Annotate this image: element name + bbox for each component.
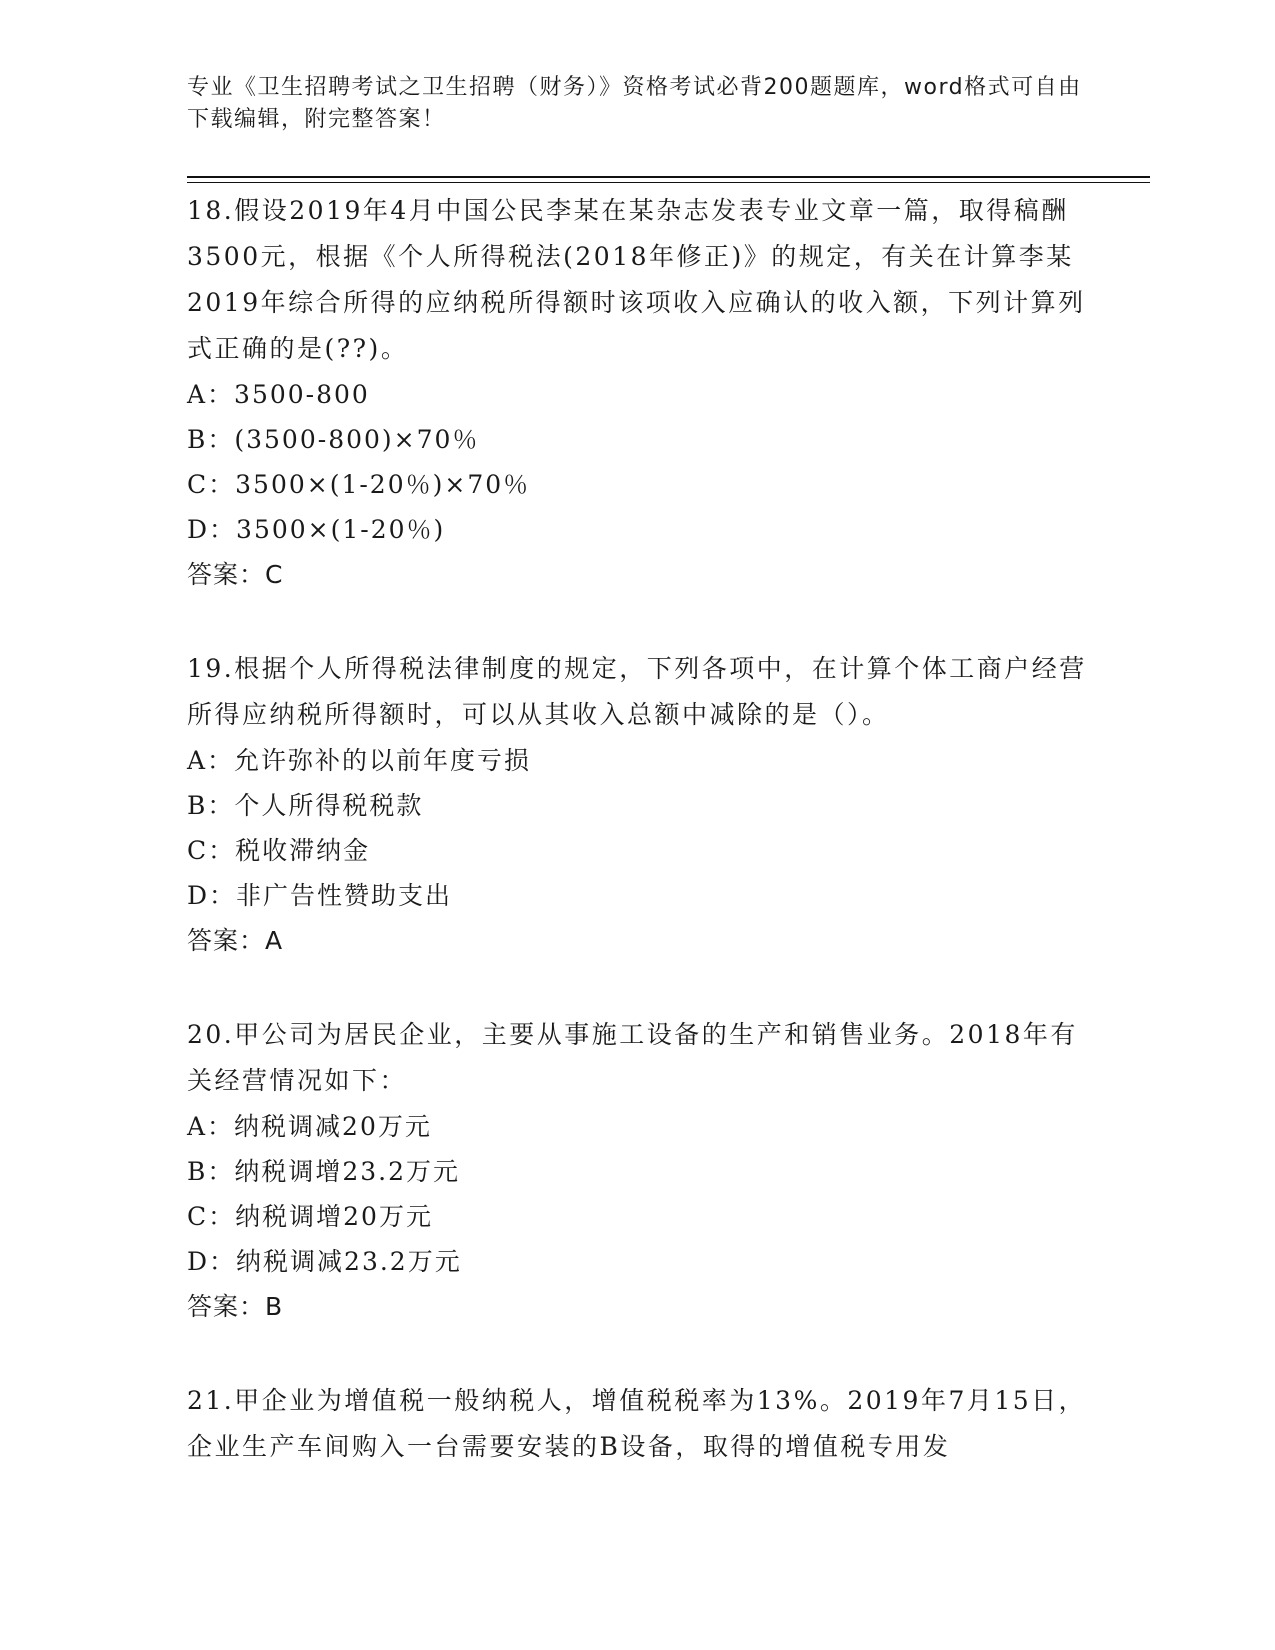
option-c: C：税收滞纳金	[187, 836, 371, 865]
question-20	[187, 1012, 1087, 1330]
option-d: D：纳税调减23.2万元	[187, 1247, 462, 1276]
option-d: D：非广告性赞助支出	[187, 881, 453, 910]
option-d: D：3500×(1-20％)	[187, 515, 446, 544]
option-a: A：3500-800	[187, 380, 370, 409]
header-divider-thick	[187, 176, 1150, 178]
option-b: B：个人所得税税款	[187, 791, 424, 820]
header-divider-thin	[187, 182, 1150, 183]
question-stem: 21.甲企业为增值税一般纳税人，增值税税率为13%。2019年7月15日，企业生产车间购入一台需要安装的B设备，取得的增值税专用发	[187, 1386, 1087, 1461]
question-list	[187, 188, 1087, 1518]
option-a: A：允许弥补的以前年度亏损	[187, 746, 532, 775]
option-list	[187, 372, 1087, 552]
option-b: B：(3500-800)×70％	[187, 425, 480, 454]
document-header	[187, 72, 1087, 136]
answer-line: 答案：C	[187, 560, 284, 589]
header-text: 专业《卫生招聘考试之卫生招聘（财务）》资格考试必背200题题库，word格式可自由下载编辑，附完整答案！	[187, 75, 1082, 132]
question-21	[187, 1378, 1087, 1470]
option-list	[187, 1104, 1087, 1284]
option-list	[187, 738, 1087, 918]
question-19	[187, 646, 1087, 964]
option-b: B：纳税调增23.2万元	[187, 1157, 461, 1186]
option-a: A：纳税调减20万元	[187, 1112, 432, 1141]
answer-line: 答案：A	[187, 926, 284, 955]
option-c: C：3500×(1-20％)×70％	[187, 470, 531, 499]
question-18	[187, 188, 1087, 598]
question-stem: 18.假设2019年4月中国公民李某在某杂志发表专业文章一篇，取得稿酬3500元，根据《个人所得税法(2018年修正)》的规定，有关在计算李某2019年综合所得的应纳税所得额时该项收入应确认的收入额，下列计算列式正确的是(??)。	[187, 196, 1086, 363]
answer-line: 答案：B	[187, 1292, 284, 1321]
option-c: C：纳税调增20万元	[187, 1202, 433, 1231]
question-stem: 19.根据个人所得税法律制度的规定，下列各项中，在计算个体工商户经营所得应纳税所得额时，可以从其收入总额中减除的是（）。	[187, 654, 1087, 729]
question-stem: 20.甲公司为居民企业，主要从事施工设备的生产和销售业务。2018年有关经营情况如下：	[187, 1020, 1078, 1095]
